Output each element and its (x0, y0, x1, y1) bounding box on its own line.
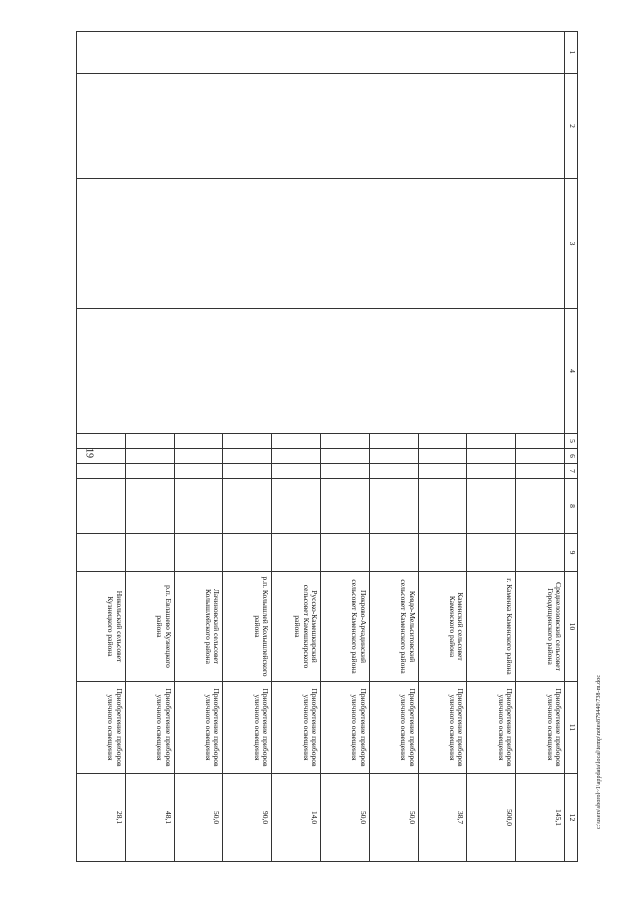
empty-cell (467, 464, 516, 479)
empty-cell (77, 464, 126, 479)
amount-cell: 48,1 (125, 774, 174, 862)
empty-cell (174, 464, 223, 479)
empty-cell (77, 309, 565, 434)
empty-cell (223, 434, 272, 449)
empty-cell (369, 449, 418, 464)
col-num-7: 7 (565, 464, 578, 479)
col-num-2: 2 (565, 74, 578, 179)
empty-cell (418, 479, 467, 534)
col-num-11: 11 (565, 682, 578, 774)
funding-table (76, 31, 578, 862)
empty-cell (516, 464, 565, 479)
col-num-5: 5 (565, 434, 578, 449)
area-cell: р.п. Евлашево Кузнецкого района (125, 572, 174, 682)
purpose-cell: Приобретение приборов уличного освещения (272, 682, 321, 774)
area-cell: Среднелозовский сельсовет Городищенского района (516, 572, 565, 682)
empty-cell (77, 479, 126, 534)
col-num-3: 3 (565, 179, 578, 309)
amount-cell: 38,7 (418, 774, 467, 862)
empty-cell (321, 479, 370, 534)
empty-cell (77, 32, 565, 74)
area-cell: р.п. Колышлей Колышлейского района (223, 572, 272, 682)
rotated-table-container (76, 31, 578, 861)
col-num-10: 10 (565, 572, 578, 682)
empty-cell (418, 464, 467, 479)
empty-cell (125, 464, 174, 479)
purpose-cell: Приобретение приборов уличного освещения (369, 682, 418, 774)
empty-cell (369, 479, 418, 534)
amount-cell: 500,0 (467, 774, 516, 862)
amount-cell: 14,0 (272, 774, 321, 862)
empty-cell (272, 434, 321, 449)
purpose-cell: Приобретение приборов уличного освещения (418, 682, 467, 774)
empty-cell (369, 434, 418, 449)
empty-cell (77, 449, 126, 464)
empty-cell (125, 449, 174, 464)
empty-cell (321, 464, 370, 479)
amount-cell: 50,0 (369, 774, 418, 862)
empty-cell (174, 479, 223, 534)
empty-cell (516, 449, 565, 464)
page-number: 19 (83, 448, 95, 458)
empty-cell (467, 434, 516, 449)
purpose-cell: Приобретение приборов уличного освещения (174, 682, 223, 774)
empty-cell (272, 464, 321, 479)
area-cell: Никольский сельсовет Кузнецкого района (77, 572, 126, 682)
empty-cell (516, 434, 565, 449)
empty-cell (174, 449, 223, 464)
empty-cell (321, 534, 370, 572)
col-num-4: 4 (565, 309, 578, 434)
empty-cell (223, 479, 272, 534)
purpose-cell: Приобретение приборов уличного освещения (223, 682, 272, 774)
empty-cell (125, 479, 174, 534)
empty-cell (418, 434, 467, 449)
area-cell: Покрово-Арчадинский сельсовет Каменского района (321, 572, 370, 682)
col-num-8: 8 (565, 479, 578, 534)
empty-cell (369, 464, 418, 479)
empty-cell (174, 434, 223, 449)
empty-cell (321, 449, 370, 464)
empty-cell (272, 479, 321, 534)
empty-cell (321, 434, 370, 449)
amount-cell: 145,1 (516, 774, 565, 862)
amount-cell: 50,0 (321, 774, 370, 862)
area-cell: Русско-Камешкирский сельсовет Камешкирского района (272, 572, 321, 682)
empty-cell (516, 534, 565, 572)
area-cell: г. Каменка Каменского района (467, 572, 516, 682)
empty-cell (223, 449, 272, 464)
col-num-6: 6 (565, 449, 578, 464)
empty-cell (272, 534, 321, 572)
area-cell: Кевдо-Мельситовский сельсовет Каменского района (369, 572, 418, 682)
empty-cell (77, 179, 565, 309)
purpose-cell: Приобретение приборов уличного освещения (516, 682, 565, 774)
area-cell: Лачиновский сельсовет Колышлейского района (174, 572, 223, 682)
empty-cell (77, 534, 126, 572)
amount-cell: 90,0 (223, 774, 272, 862)
col-num-1: 1 (565, 32, 578, 74)
empty-cell (418, 534, 467, 572)
empty-cell (418, 449, 467, 464)
area-cell: Каменский сельсовет Каменского района (418, 572, 467, 682)
table-row (516, 32, 565, 862)
empty-cell (467, 479, 516, 534)
empty-cell (272, 449, 321, 464)
amount-cell: 50,0 (174, 774, 223, 862)
empty-cell (467, 449, 516, 464)
col-num-9: 9 (565, 534, 578, 572)
empty-cell (467, 534, 516, 572)
purpose-cell: Приобретение приборов уличного освещения (321, 682, 370, 774)
empty-cell (125, 534, 174, 572)
purpose-cell: Приобретение приборов уличного освещения (77, 682, 126, 774)
empty-cell (223, 534, 272, 572)
empty-cell (369, 534, 418, 572)
empty-cell (174, 534, 223, 572)
amount-cell: 28,1 (77, 774, 126, 862)
file-path-footer: c:\users\sborol~1\appdata\local\temp\notes879440\738-m.doc (596, 674, 602, 830)
column-number-row (565, 32, 578, 862)
empty-cell (77, 434, 126, 449)
empty-cell (77, 74, 565, 179)
empty-cell (223, 464, 272, 479)
col-num-12: 12 (565, 774, 578, 862)
purpose-cell: Приобретение приборов уличного освещения (467, 682, 516, 774)
purpose-cell: Приобретение приборов уличного освещения (125, 682, 174, 774)
empty-cell (516, 479, 565, 534)
empty-cell (125, 434, 174, 449)
